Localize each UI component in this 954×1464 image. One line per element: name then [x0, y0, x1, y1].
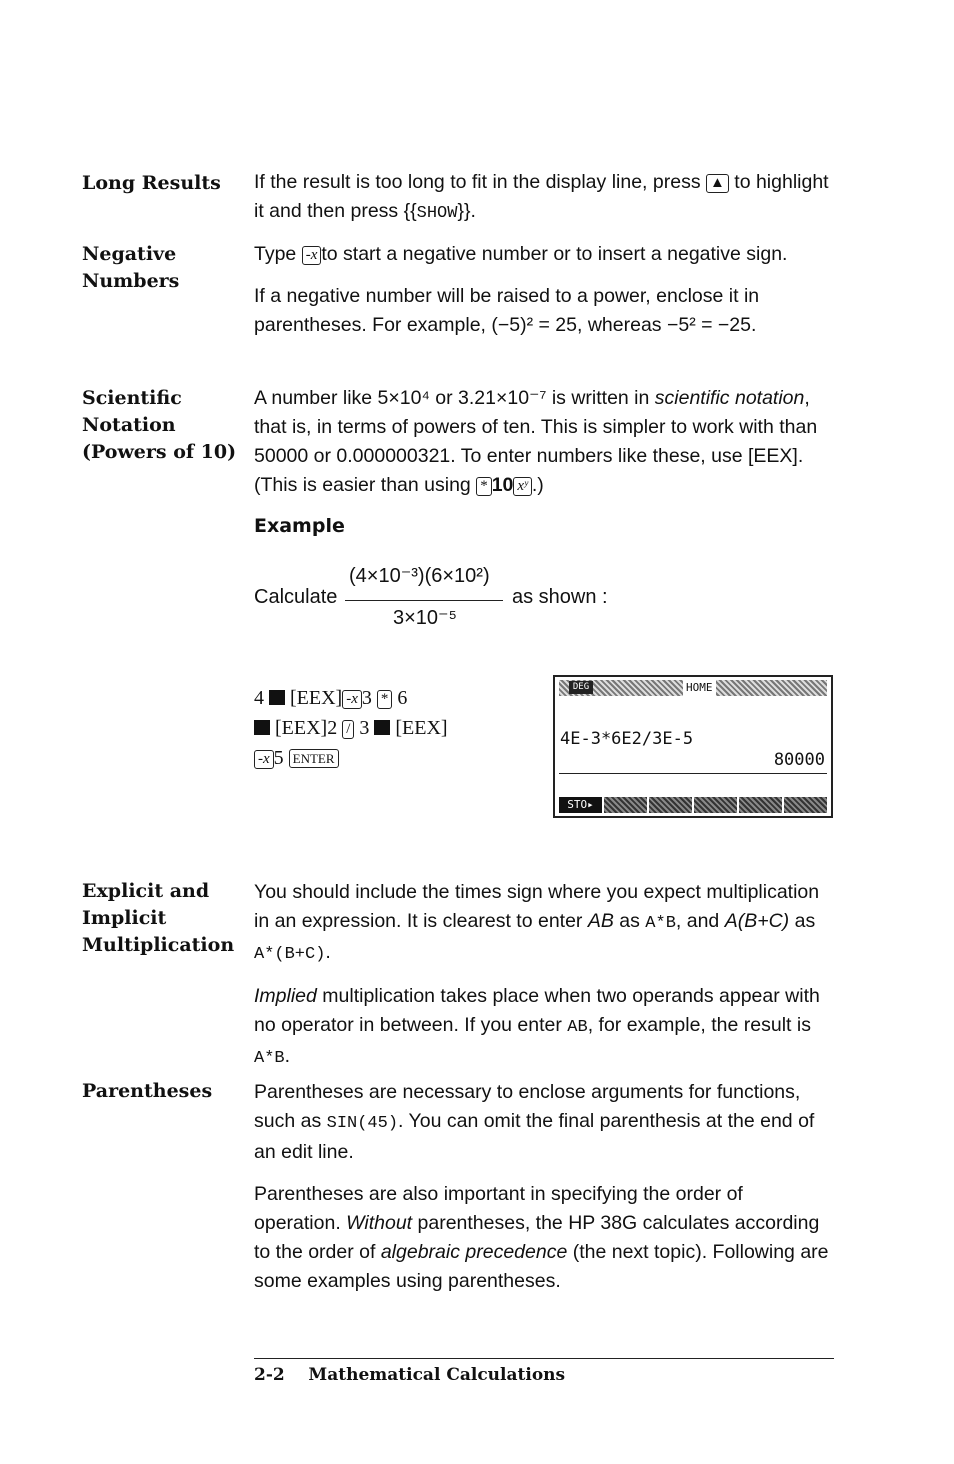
emphasis: Without	[346, 1212, 413, 1234]
heading-line: (Powers of 10)	[82, 441, 237, 463]
text: parentheses, the HP 38G calculates according to the order of	[254, 1212, 820, 1263]
emphasis: scientific notation	[654, 387, 805, 409]
up-arrow-key-icon: ▲	[706, 174, 729, 193]
text: 10	[491, 474, 514, 496]
emphasis: A(B+C)	[724, 910, 790, 932]
text: .)	[531, 474, 544, 496]
text: to highlight it and then press {{	[254, 171, 829, 222]
shift-key-icon	[269, 690, 285, 705]
code: A*(B+C)	[254, 945, 326, 964]
calculator-screen	[553, 675, 833, 818]
show-softkey: SHOW	[416, 204, 458, 223]
screen-edit-line	[559, 773, 827, 774]
code: A*B	[645, 914, 676, 933]
text: as	[789, 910, 816, 932]
heading-line: Multiplication	[82, 934, 235, 956]
keystroke-sequence	[254, 683, 448, 773]
long-results-text	[254, 168, 834, 228]
heading-scientific-notation	[82, 385, 236, 466]
code: AB	[567, 1018, 588, 1037]
scientific-notation-text	[254, 384, 834, 500]
text: Parentheses are also important in specifying the order of operation.	[254, 1183, 743, 1234]
text: .	[325, 941, 331, 963]
text: 3	[361, 687, 372, 709]
text: , for example, the result is	[587, 1014, 811, 1036]
text: 5	[273, 747, 284, 769]
text: .	[284, 1045, 291, 1067]
formula-numerator: (4×10⁻³)(6×10²)	[349, 565, 490, 587]
power-key-icon: xʸ	[513, 477, 531, 496]
text: If the result is too long to fit in the display line, press	[254, 171, 706, 193]
heading-explicit-implicit	[82, 878, 234, 959]
blank-softkey	[784, 797, 827, 813]
negate-key-icon: -x	[342, 690, 362, 709]
text: 4	[254, 687, 264, 709]
shift-key-icon	[374, 720, 390, 735]
screen-expression: 4E-3*6E2/3E-5	[560, 729, 694, 749]
footer-rule	[254, 1358, 834, 1359]
blank-softkey	[649, 797, 692, 813]
text: A number like 5×10⁴ or 3.21×10⁻⁷ is written in	[254, 387, 655, 409]
sto-softkey: STO▸	[559, 797, 602, 813]
eex-key: [EEX]	[395, 717, 448, 739]
divide-key-icon: /	[342, 720, 354, 739]
keystroke-line-1	[254, 683, 448, 713]
text: to start a negative number or to insert a negative sign.	[321, 243, 788, 265]
blank-softkey	[604, 797, 647, 813]
text: 2	[327, 717, 338, 739]
calculate-label: Calculate	[254, 586, 338, 608]
eex-key: [EEX]	[290, 687, 343, 709]
text: (the next topic). Following are some examples using parentheses.	[254, 1241, 829, 1292]
blank-softkey	[694, 797, 737, 813]
eex-key: [EEX]	[275, 717, 328, 739]
shift-key-icon	[254, 720, 270, 735]
keystroke-line-2	[254, 713, 448, 743]
text: . You can omit the final parenthesis at the end of an edit line.	[254, 1110, 815, 1163]
heading-line: Implicit	[82, 907, 167, 929]
text: multiplication takes place when two operands appear with no operator in between. If you enter	[254, 985, 820, 1036]
chapter-title: Mathematical Calculations	[308, 1365, 566, 1385]
emphasis: Implied	[254, 985, 317, 1007]
negative-power-paragraph: If a negative number will be raised to a power, enclose it in parentheses. For example, (−5)² = 25, whereas −5² = −25.	[254, 285, 760, 336]
heading-line: Negative	[82, 243, 177, 265]
page-footer	[254, 1365, 565, 1385]
heading-negative-numbers	[82, 241, 179, 295]
emphasis: algebraic precedence	[380, 1241, 568, 1263]
heading-long-results: Long Results	[82, 172, 221, 194]
parentheses-text	[254, 1078, 834, 1296]
page-number: 2-2	[254, 1365, 285, 1385]
blank-softkey	[739, 797, 782, 813]
text: Type	[254, 243, 302, 265]
deg-indicator: DEG	[569, 681, 593, 694]
formula-denominator: 3×10⁻⁵	[393, 607, 457, 629]
heading-line: Notation	[82, 414, 176, 436]
heading-line: Numbers	[82, 270, 180, 292]
as-shown-label: as shown :	[512, 586, 608, 608]
explicit-implicit-text	[254, 878, 834, 1073]
times-key-icon: *	[377, 690, 393, 709]
text: }}.	[457, 200, 476, 222]
example-label: Example	[254, 515, 345, 537]
keystroke-line-3	[254, 743, 448, 773]
text: , and	[675, 910, 725, 932]
heading-parentheses: Parentheses	[82, 1080, 213, 1102]
code: A*B	[254, 1049, 285, 1068]
code: SIN(45)	[326, 1114, 399, 1133]
text: , that is, in terms of powers of ten. This is simpler to work with than 50000 or 0.000000321. To enter numbers like these, use [EEX]. (This is easier than using	[254, 387, 818, 496]
negate-key-icon: -x	[254, 750, 274, 769]
text: You should include the times sign where you expect multiplication in an expression. It is clearest to enter	[254, 881, 820, 932]
fraction-bar	[345, 600, 503, 601]
heading-line: Explicit and	[82, 880, 210, 902]
text: as	[613, 910, 646, 932]
heading-line: Scientific	[82, 387, 182, 409]
times-key-icon: *	[476, 477, 492, 496]
emphasis: AB	[587, 910, 614, 932]
enter-key-icon: ENTER	[289, 749, 339, 768]
text: 6	[397, 687, 408, 709]
text: 3	[359, 717, 370, 739]
negative-numbers-text	[254, 240, 834, 340]
home-title: HOME	[683, 680, 716, 696]
screen-result: 80000	[773, 750, 825, 770]
text: Parentheses are necessary to enclose arguments for functions, such as	[254, 1081, 801, 1132]
negate-key-icon: -x	[302, 246, 322, 265]
screen-menu-bar	[559, 797, 827, 813]
screen-title-bar	[559, 680, 827, 696]
